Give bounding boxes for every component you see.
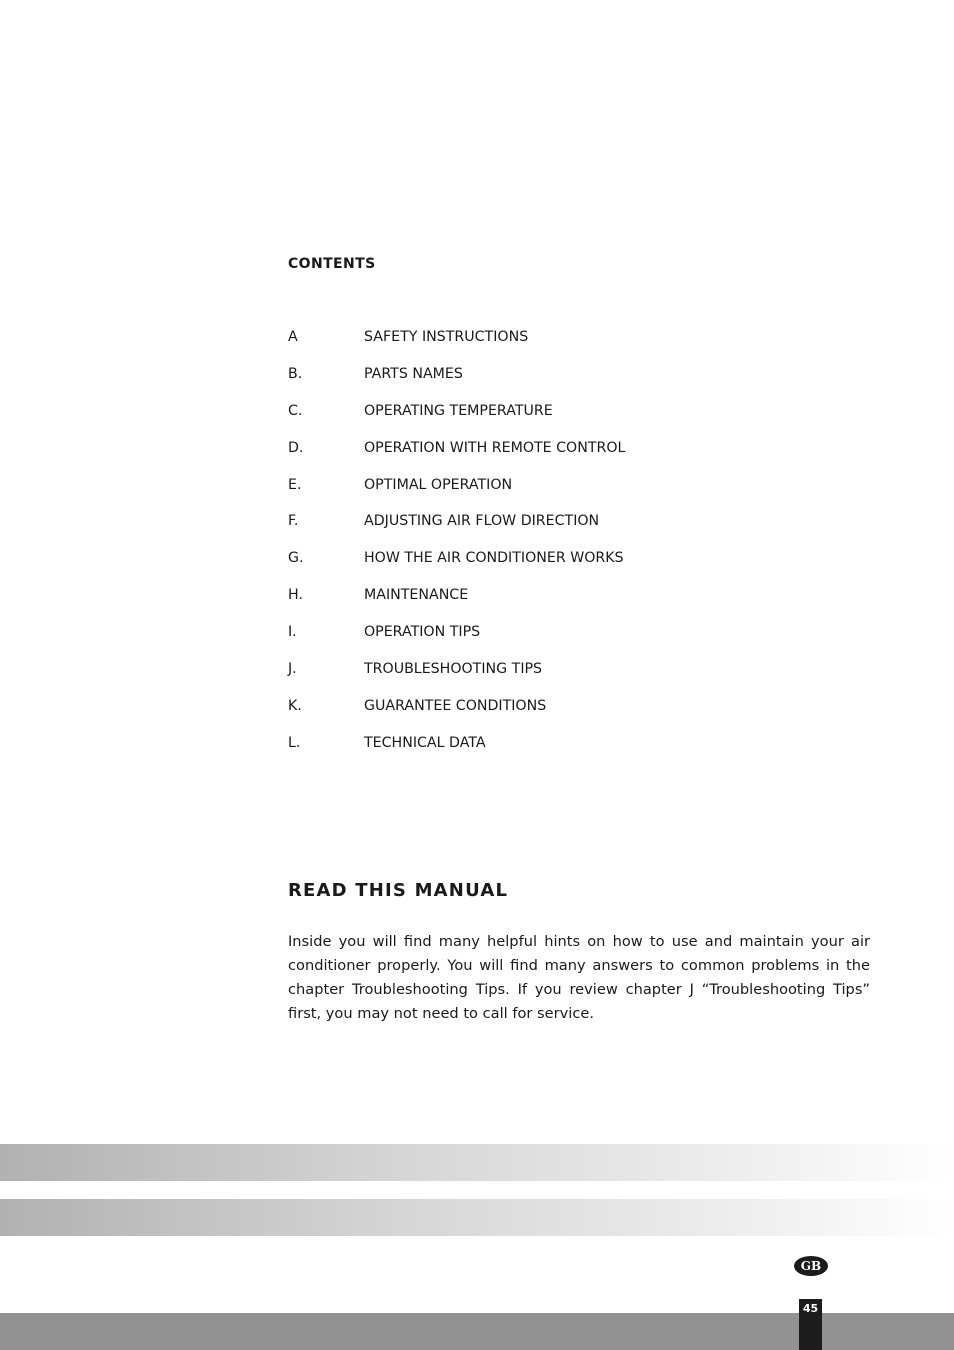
decorative-gradient-band (0, 1199, 954, 1236)
toc-item-b (288, 365, 870, 402)
table-of-contents (288, 328, 870, 771)
toc-item-j (288, 660, 870, 697)
toc-item-c (288, 402, 870, 439)
toc-title: OPERATING TEMPERATURE (364, 402, 553, 419)
toc-letter: K. (288, 697, 302, 714)
toc-item-h (288, 586, 870, 623)
toc-letter: H. (288, 587, 303, 604)
toc-letter: D. (288, 439, 304, 456)
toc-title: TECHNICAL DATA (364, 734, 486, 751)
toc-item-g (288, 549, 870, 586)
toc-title: SAFETY INSTRUCTIONS (364, 329, 529, 345)
toc-letter: L. (288, 734, 301, 751)
read-manual-heading: READ THIS MANUAL (288, 880, 509, 901)
decorative-gradient-band (0, 1144, 954, 1181)
toc-letter: B. (288, 365, 303, 382)
toc-item-d (288, 439, 870, 476)
toc-title: OPERATION TIPS (364, 624, 481, 641)
page-number: 45 (802, 1302, 819, 1315)
toc-title: OPERATION WITH REMOTE CONTROL (364, 439, 626, 456)
toc-item-a (288, 328, 870, 365)
toc-letter: G. (288, 550, 304, 567)
toc-letter: F. (288, 513, 299, 530)
contents-heading: CONTENTS (288, 256, 376, 272)
language-badge: GB (794, 1256, 828, 1276)
toc-item-e (288, 476, 870, 513)
toc-letter: E. (288, 476, 302, 493)
toc-title: HOW THE AIR CONDITIONER WORKS (364, 550, 624, 567)
read-manual-paragraph: Inside you will find many helpful hints on how to use and maintain your air conditioner properly. You will find many answers to common problems in the chapter Troubleshooting Tips. If you review chapter J “Troubleshooting Tips” first, you may not need to call for service. (288, 933, 870, 1022)
toc-letter: I. (288, 624, 297, 641)
toc-letter: J. (288, 661, 297, 678)
toc-item-i (288, 623, 870, 660)
toc-title: OPTIMAL OPERATION (364, 476, 513, 493)
toc-item-k (288, 697, 870, 734)
toc-title: TROUBLESHOOTING TIPS (364, 661, 543, 678)
toc-letter: A (288, 329, 298, 345)
toc-title: GUARANTEE CONDITIONS (364, 697, 547, 714)
toc-title: PARTS NAMES (364, 365, 463, 382)
toc-title: ADJUSTING AIR FLOW DIRECTION (364, 513, 600, 530)
toc-letter: C. (288, 402, 303, 419)
toc-item-l (288, 734, 870, 771)
toc-item-f (288, 512, 870, 549)
page-number-tab (799, 1299, 822, 1350)
toc-title: MAINTENANCE (364, 587, 469, 604)
